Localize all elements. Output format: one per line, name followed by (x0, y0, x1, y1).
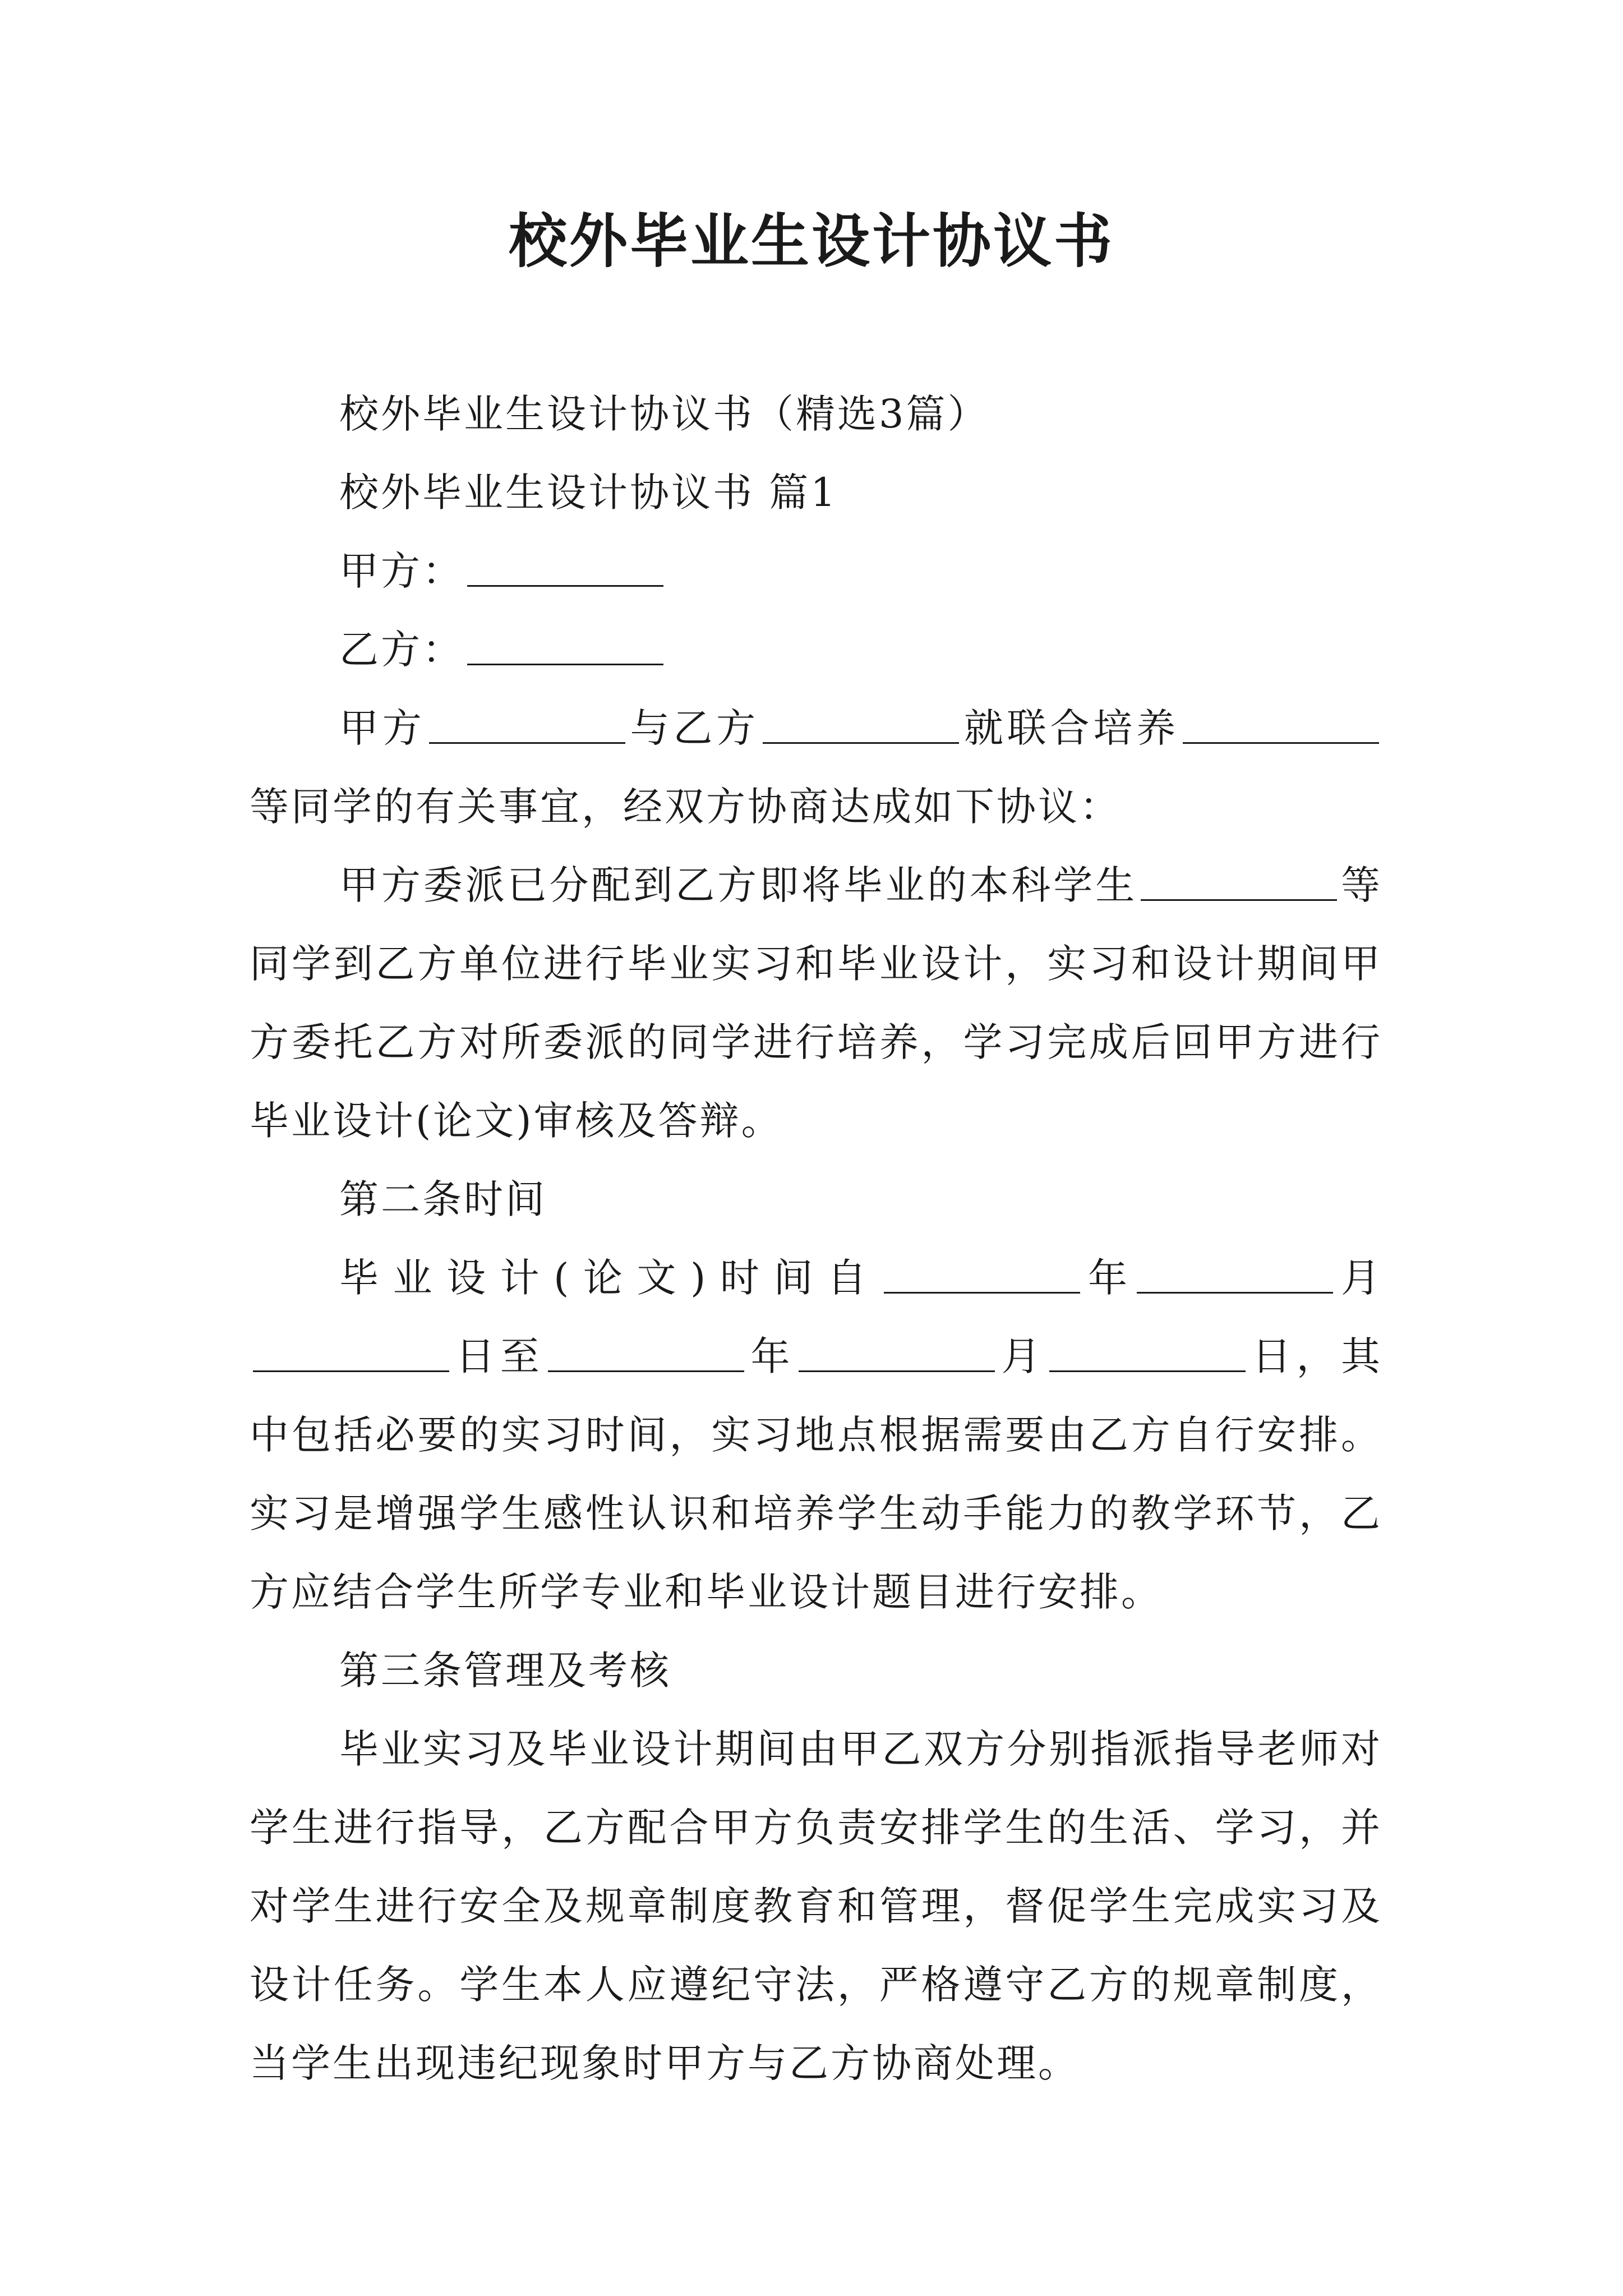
article-3-heading: 第三条管理及考核 (339, 1648, 671, 1694)
para2-text-4: 日至 (453, 1333, 545, 1379)
intro-text-4: 等同学的有关事宜，经双方协商达成如下协议： (250, 784, 1121, 830)
para2-blank-1 (884, 1257, 1080, 1294)
para2-blank-2 (1137, 1257, 1333, 1294)
party-a-line (250, 532, 1382, 610)
intro-blank-1 (429, 707, 625, 744)
subtitle: 校外毕业生设计协议书（精选3篇） (339, 391, 989, 437)
para1-text-2: 等同学到乙方单位进行毕业实习和毕业设计，实习和设计期间甲方委托乙方对所委派的同学进行培养，学习完成后回甲方进行毕业设计(论文)审核及答辩。 (250, 862, 1383, 1144)
para2-blank-5 (799, 1335, 995, 1372)
article-2-heading: 第二条时间 (339, 1176, 547, 1222)
intro-text-1: 甲方 (339, 705, 426, 751)
party-b-line (250, 610, 1382, 689)
para2-blank-3 (253, 1335, 449, 1372)
party-a-blank (467, 550, 663, 587)
paragraph-3: 毕业实习及毕业设计期间由甲乙双方分别指派指导老师对学生进行指导，乙方配合甲方负责安排学生的生活、学习，并对学生进行安全及规章制度教育和管理，督促学生完成实习及设计任务。学生本人应遵纪守法，严格遵守乙方的规章制度，当学生出现违纪现象时甲方与乙方协商处理。 (250, 1726, 1382, 2086)
para2-text-1: 毕业设计(论文)时间自 (339, 1255, 881, 1301)
intro-blank-2 (763, 707, 959, 744)
para1-text-1: 甲方委派已分配到乙方即将毕业的本科学生 (339, 862, 1138, 908)
document-body (250, 375, 1382, 2102)
para2-text-7: 日，其中包括必要的实习时间，实习地点根据需要由乙方自行安排。实习是增强学生感性认识和培养学生动手能力的教学环节，乙方应结合学生所学专业和毕业设计题目进行安排。 (250, 1333, 1383, 1615)
para2-text-2: 年 (1083, 1255, 1134, 1301)
intro-text-2: 与乙方 (628, 705, 760, 751)
para2-blank-6 (1049, 1335, 1246, 1372)
para2-blank-4 (548, 1335, 744, 1372)
paragraph-2 (250, 1239, 1382, 1631)
document-title: 校外毕业生设计协议书 (508, 206, 1114, 275)
intro-blank-3 (1183, 707, 1379, 744)
para2-text-6: 月 (998, 1333, 1046, 1379)
para2-text-5: 年 (748, 1333, 796, 1379)
para1-blank (1141, 864, 1337, 901)
party-a-label: 甲方： (339, 548, 464, 594)
intro-paragraph (250, 689, 1382, 846)
section-heading: 校外毕业生设计协议书 篇1 (339, 470, 838, 516)
intro-text-3: 就联合培养 (962, 705, 1180, 751)
party-b-blank (467, 628, 663, 665)
para2-text-3: 月 (1336, 1255, 1383, 1301)
party-b-label: 乙方： (339, 627, 464, 673)
paragraph-1 (250, 846, 1382, 1160)
